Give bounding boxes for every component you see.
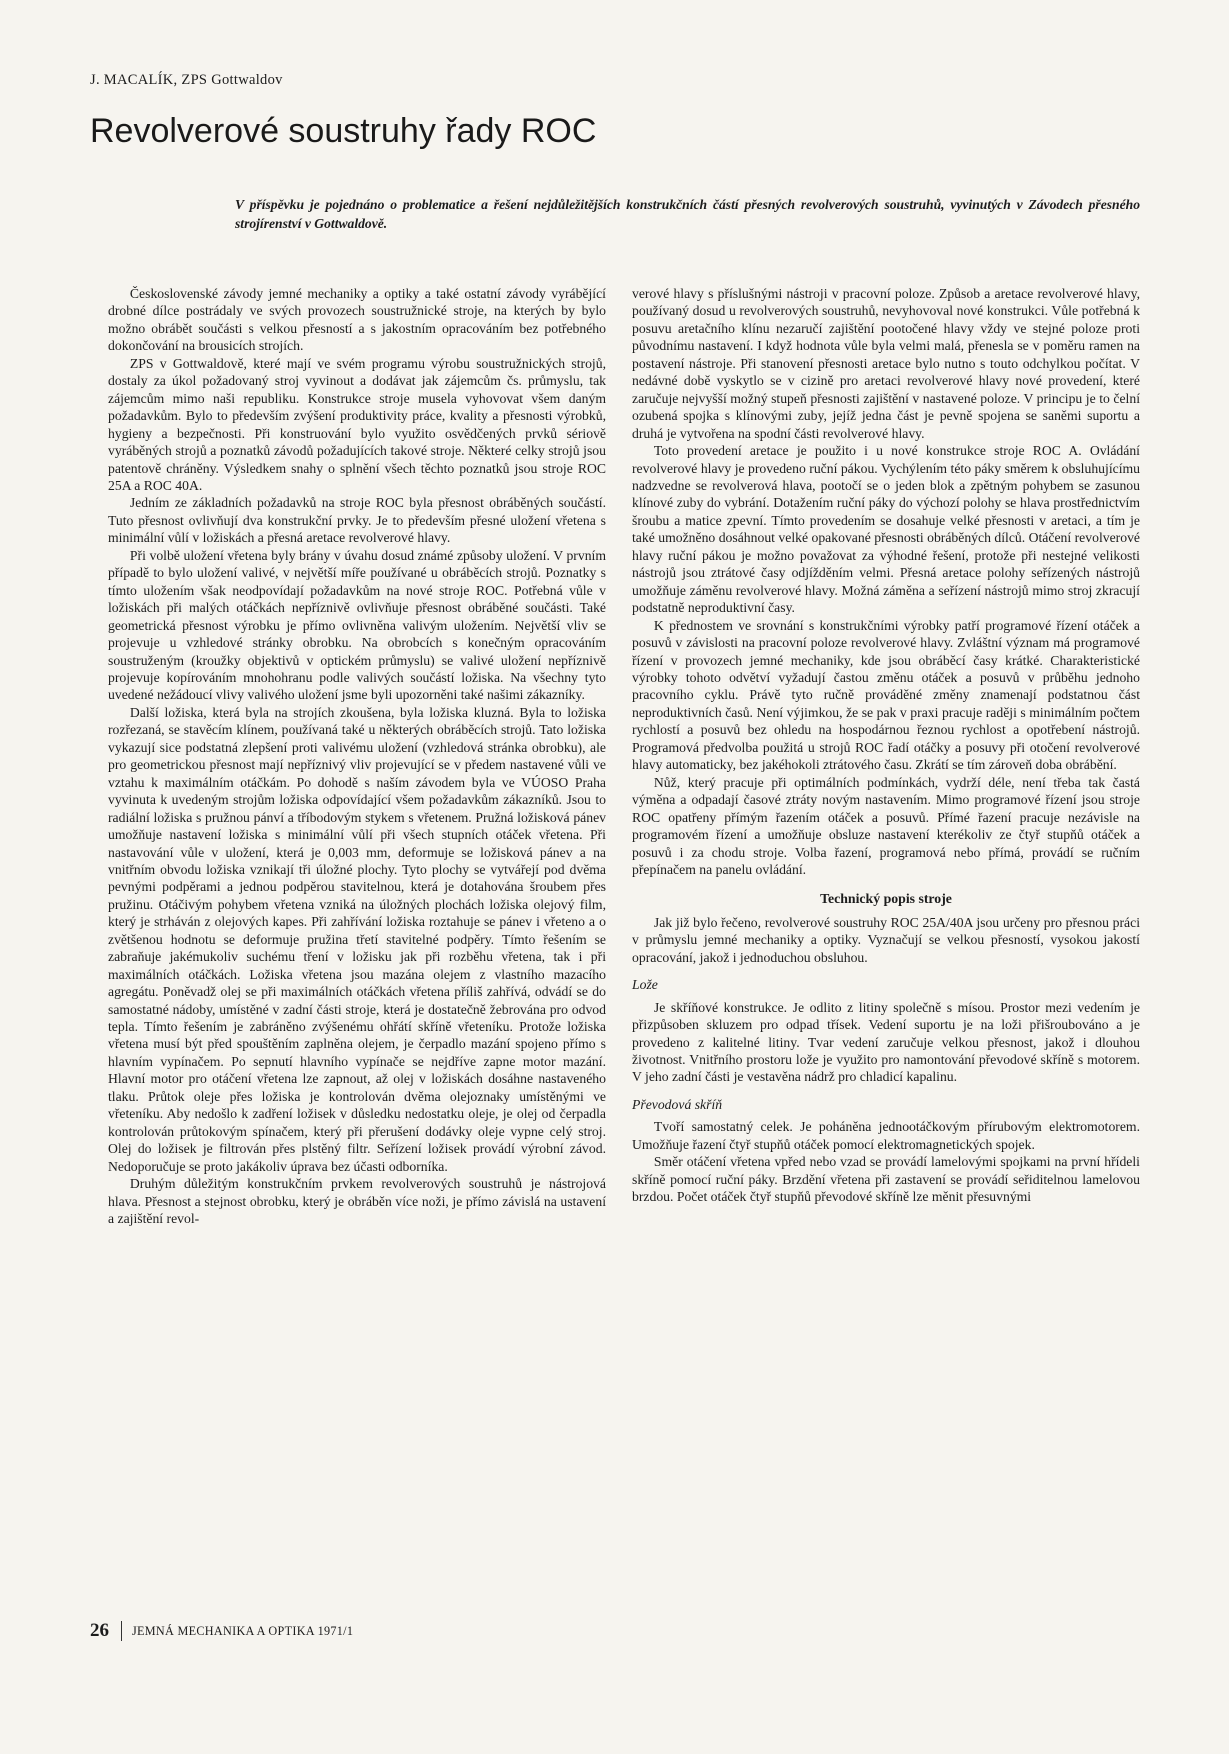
paragraph: ZPS v Gottwaldově, které mají ve svém programu výrobu soustružnických strojů, dostaly za úkol požadovaný stroj vyvinout a dodávat jak zájemcům čs. průmyslu, tak zájemcům mimo naši republiku. Konstrukce stroje musela vyhovovat všem daným požadavkům. Bylo to především zvýšení produktivity práce, kvality a přesnosti výrobků, hygieny a bezpečnosti. Při konstruování bylo využito osvědčených prvků sériově vyráběných strojů a poznatků závodů požadujících takové stroje. Některé celky strojů jsou patentově chráněny. Výsledkem snahy o splnění všech těchto poznatků jsou stroje ROC 25A a ROC 40A. xyxy=(108,355,606,493)
subsection-heading-prevodova-skrin: Převodová skříň xyxy=(632,1096,723,1112)
paragraph: Toto provedení aretace je použito i u nové konstrukce stroje ROC A. Ovládání revolverové hlavy je provedeno ruční pákou. Vychýlením této páky směrem k obsluhujícímu nadzvedne se revolverová hlava, pootočí se o jeden blok a zpětným pohybem se zasunou klínové zuby do vybrání. Dotažením ruční páky do výchozí polohy se hlava prostřednictvím šroubu a matice zpevní. Tímto provedením se dosahuje velké přesnosti v aretaci, a tím je také umožněno dosáhnout velké opakované přesnosti obráběných dílců. Otáčení revolverové hlavy ruční pákou je možno považovat za výhodné řešení, protože při nestejné velikosti nástrojů jsou ztrátové časy odjížděním velmi. Přesná aretace polohy seřízených nástrojů umožňuje záměnu revolverové hlavy. Možná záměna a seřízení nástrojů mimo stroj zkracují podstatně neproduktivní časy. xyxy=(632,443,1140,616)
paragraph: Je skříňové konstrukce. Je odlito z litiny společně s mísou. Prostor mezi vedením je přizpůsoben skluzem pro odpad třísek. Vedení suportu je na loži přišroubováno a je provedeno z kalitelné litiny. Tvar vedení zaručuje velkou přesnost, jakož i dlouhou životnost. Vnitřního prostoru lože je využito pro namontování převodové skříně s motorem. V jeho zadní části je vestavěna nádrž pro chladicí kapalinu. xyxy=(632,999,1140,1085)
paragraph: Tvoří samostatný celek. Je poháněna jednootáčkovým přírubovým elektromotorem. Umožňuje řazení čtyř stupňů otáček pomocí elektromagnetických spojek. xyxy=(632,1119,1140,1152)
journal-name: JEMNÁ MECHANIKA A OPTIKA 1971/1 xyxy=(132,1623,354,1638)
paragraph: Další ložiska, která byla na strojích zkoušena, byla ložiska kluzná. Byla to ložiska rozřezaná, se stavěcím klínem, používaná také u některých obráběcích strojů. Tato ložiska vykazují sice podstatná zlepšení proti valivému uložení (vzhledová stránka obrobku), ale pro geometrickou přesnost mají nepříznivý vliv projevující se v předem nastavené vůli ve vztahu k maximálním otáčkám. Po dohodě s naším závodem byla ve VÚOSO Praha vyvinuta k uvedeným strojům ložiska odpovídající všem požadavkům zákazníků. Jsou to radiální ložiska s pružnou pánví a tříbodovým stykem s vřetenem. Pružná ložisková pánev umožňuje nastavení ložiska s minimální vůlí při všech stupních otáček vřetena. Při nastavování vůle v uložení, která je 0,003 mm, deformuje se ložisková pánev a na vnitřním obvodu ložiska vznikají tři úložné plochy. Tyto plochy se vytvářejí pod dvěma pevnými podpěrami a jednou podpěrou stavitelnou, která je dotahována šroubem přes pružinu. Otáčivým pohybem vřetena vzniká na úložných plochách ložiska olejový film, který je strháván z olejových kapes. Při zahřívání ložiska roztahuje se pánev i vřeteno a o zvětšenou hodnotu se deformuje pružina třetí stavitelné podpěry. Tímto řešením se zabraňuje jakémukoliv suchému tření v ložisku jak při rozběhu vřetena, tak i při maximálních otáčkách. Ložiska vřetena jsou mazána olejem z vlastního mazacího agregátu. Poněvadž olej se při maximálních otáčkách vřetena příliš zahřívá, odvádí se do samostatné nádoby, umístěné v zadní části stroje, která je dostatečně žebrována pro odvod tepla. Tímto řešením je zabráněno zvýšenému ohřátí skříně vřeteníku. Protože ložiska vřetena musí být před spouštěním zaplněna olejem, je čerpadlo mazání spojeno přímo s hlavním vypínačem. Po sepnutí hlavního vypínače se nejdříve zapne motor mazání. Hlavní motor pro otáčení vřetena lze zapnout, až olej v ložiskách dosáhne nastaveného tlaku. Průtok oleje přes ložiska je kontrolován dvěma olejoznaky umístěnými ve vřeteníku. Aby nedošlo k zadření ložisek v důsledku nedostatku oleje, je olej od čerpadla kontrolován průtokovým spínačem, který při přerušení dodávky oleje vypne celý stroj. Olej do ložisek je filtrován přes plstěný filtr. Seřízení ložisek provádí výrobní závod. Nedoporučuje se proto jakákoliv úprava bez účasti odborníka. xyxy=(108,704,606,1174)
paragraph: Směr otáčení vřetena vpřed nebo vzad se provádí lamelovými spojkami na první hřídeli skříně pomocí ruční páky. Brzdění vřetena při zastavení se provádí seřiditelnou lamelovou brzdou. Počet otáček čtyř stupňů převodové skříně lze měnit přesuvnými xyxy=(632,1154,1140,1205)
paragraph: K přednostem ve srovnání s konstrukčními výrobky patří programové řízení otáček a posuvů v závislosti na pracovní poloze revolverové hlavy. Zvláštní význam má programové řízení v provozech jemné mechaniky, kde jsou obráběcí časy krátké. Charakteristické výrobky tohoto odvětví vyžadují častou změnu otáček a posuvů v průběhu jednoho pracovního cyklu. Právě tyto ručně prováděné změny znamenají podstatnou část neproduktivních časů. Není výjimkou, že se pak v praxi pracuje raději s minimálním počtem rychlostí a posuvů bez ohledu na hospodárnou řeznou rychlost a opotřebení nástrojů. Programová předvolba použitá u strojů ROC řadí otáčky a posuvy při otočení revolverové hlavy automaticky, bez jakéhokoli ztrátového času. Zkrátí se tím zároveň doba obrábění. xyxy=(632,617,1140,773)
paragraph: Při volbě uložení vřetena byly brány v úvahu dosud známé způsoby uložení. V prvním případě to bylo uložení valivé, v největší míře používané u obráběcích strojů. Poznatky s tímto uložením však neodpovídají požadavkům na nové stroje ROC. Potřebná vůle v ložiskách při malých otáčkách nepříznivě ovlivňuje přesnost obráběné součásti. Také geometrická přesnost výrobku je přímo ovlivněna valivým uložením. Největší vliv se projevuje u vzhledové stránky obrobku. Na obrobcích s konečným opracováním soustruženým (kroužky objektivů v optickém průmyslu) se valivé uložení nepříznivě projevuje kopírováním mnohohranu podle valivých součástí ložiska. Na všechny tyto uvedené nežádoucí vlivy valivého uložení jsme byli upozorněni také našimi zákazníky. xyxy=(108,547,606,703)
article-title: Revolverové soustruhy řady ROC xyxy=(90,112,597,150)
paragraph: Jedním ze základních požadavků na stroje ROC byla přesnost obráběných součástí. Tuto přesnost ovlivňují dva konstrukční prvky. Je to především přesné uložení vřetena s minimální vůlí v ložiskách a přesná aretace revolverové hlavy. xyxy=(108,495,606,546)
right-column xyxy=(632,285,1140,1206)
paragraph: verové hlavy s příslušnými nástroji v pracovní poloze. Způsob a aretace revolverové hlavy, používaný dosud u revolverových soustruhů, nevyhovoval nové konstrukci. Vůle potřebná k posuvu aretačního klínu nezaručí zajištění pootočené hlavy vždy ve stejné poloze proti původnímu nastavení. I když hodnota vůle byla velmi malá, přenesla se v poměru ramen na postavení nástroje. Při stanovení přesnosti aretace bylo nutno s touto odchylkou počítat. V nedávné době vyskytlo se v cizině pro aretaci revolverové hlavy nové provedení, které zaručuje nejvyšší možný stupeň přesnosti zajištění v nastavené poloze. V principu je to čelní ozubená spojka s klínovými zuby, jejíž jedna část je pevně spojena se saněmi suportu a druhá je vytvořena na spodní části revolverové hlavy. xyxy=(632,286,1140,441)
page-footer xyxy=(90,1620,353,1642)
left-column xyxy=(108,285,606,1227)
section-heading: Technický popis stroje xyxy=(820,891,952,907)
abstract: V příspěvku je pojednáno o problematice a řešení nejdůležitějších konstrukčních částí přesných revolverových soustruhů, vyvinutých v Závodech přesného strojírenství v Gottwaldově. xyxy=(235,197,1140,231)
page-number: 26 xyxy=(90,1620,109,1641)
author-line: J. MACALÍK, ZPS Gottwaldov xyxy=(90,72,283,88)
subsection-heading-loze: Lože xyxy=(632,977,658,993)
paragraph: Druhým důležitým konstrukčním prvkem revolverových soustruhů je nástrojová hlava. Přesnost a stejnost obrobku, který je obráběn více noži, je přímo závislá na ustavení a zajištění revol- xyxy=(108,1176,606,1227)
paragraph: Československé závody jemné mechaniky a optiky a také ostatní závody vyrábějící drobné dílce postrádaly ve svých provozech soustružnické stroje, na kterých by bylo možno obrábět součásti s velkou přesností a s jakostním opracováním bez potřebného dokončování na brousicích strojích. xyxy=(108,286,606,354)
paragraph: Jak již bylo řečeno, revolverové soustruhy ROC 25A/40A jsou určeny pro přesnou práci v průmyslu jemné mechaniky a optiky. Vyznačují se velkou přesností, vysokou jakostí opracování, jakož i jednoduchou obsluhou. xyxy=(632,914,1140,965)
footer-separator xyxy=(121,1621,122,1641)
paragraph: Nůž, který pracuje při optimálních podmínkách, vydrží déle, není třeba tak častá výměna a odpadají časové ztráty novým nastavením. Mimo programové řízení jsou stroje ROC opatřeny přímým řazením otáček a posuvů. Přímé řazení pracuje nezávisle na programovém řízení a umožňuje obsluze nastavení kterékoliv ze čtyř stupňů otáček a posuvů i za chodu stroje. Volba řazení, programová nebo přímá, provádí se ručním přepínačem na panelu ovládání. xyxy=(632,774,1140,877)
